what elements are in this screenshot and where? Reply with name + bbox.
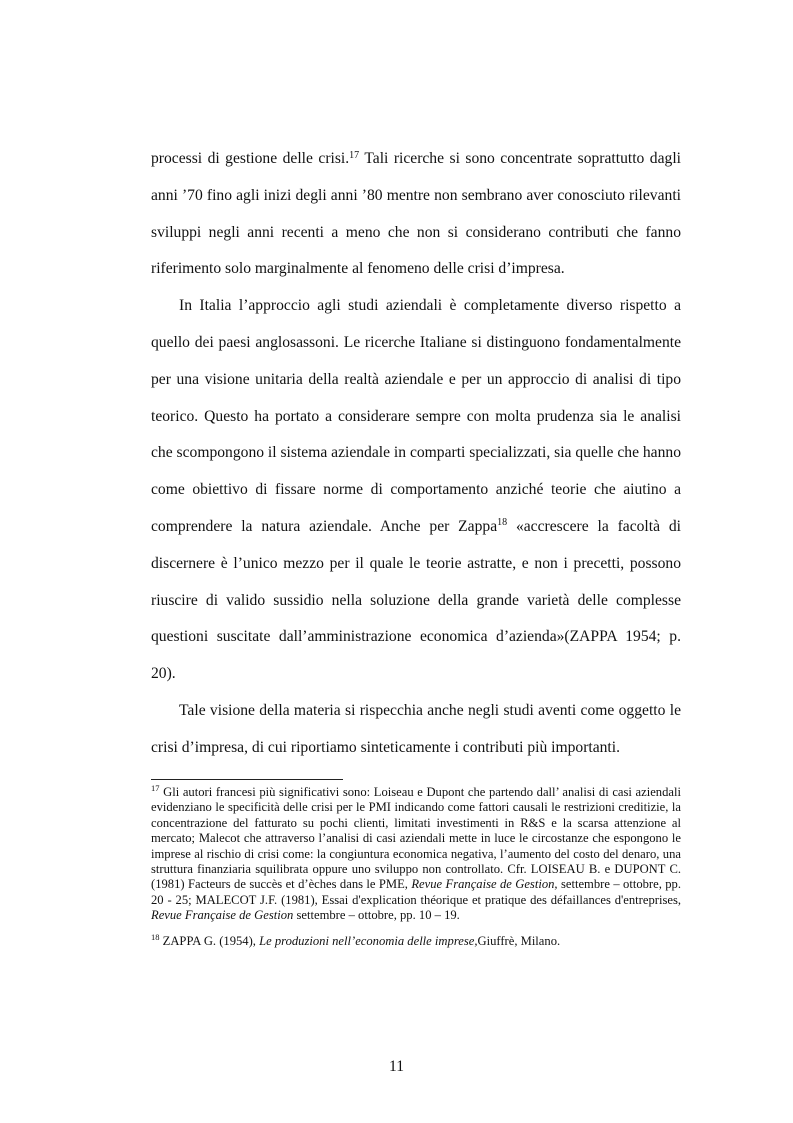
footnote-18-text-b: Giuffrè, Milano. <box>477 933 561 948</box>
paragraph-2-text-a: In Italia l’approccio agli studi aziendali è completamente diverso rispetto a quello dei paesi anglosassoni. Le ricerche Italiane si distinguono fondamentalmente per una visione unitaria della realtà aziendale e per un approccio di analisi di tipo teorico. Questo ha portato a considerare sempre con molta prudenza sia le analisi che scompongono il sistema aziendale in comparti specializzati, sia quelle che hanno come obiettivo di fissare norme di comportamento anziché teorie che aiutino a comprendere la natura aziendale. Anche per Zappa <box>151 297 681 535</box>
footnote-18-number: 18 <box>151 931 160 942</box>
footnote-17-text-c: settembre – ottobre, pp. 10 – 19. <box>293 908 460 923</box>
footnote-17-text-b: settembre – ottobre, pp. 20 - 25; MALECOT J.F. (1981), Essai d'explication théorique et pratique des défaillances d'entreprises, <box>151 877 681 907</box>
footnote-18-title: Le produzioni nell’economia delle imprese, <box>259 933 478 948</box>
paragraph-3: Tale visione della materia si rispecchia anche negli studi aventi come oggetto le crisi d’impresa, di cui riportiamo sinteticamente i contributi più importanti. <box>151 701 681 756</box>
footnote-18 <box>151 931 681 949</box>
paragraph-1 <box>151 141 681 288</box>
footnote-17 <box>151 785 681 924</box>
page-number: 11 <box>388 1058 404 1075</box>
body-text <box>151 141 681 767</box>
footnote-separator <box>151 779 343 780</box>
paragraph-1-text-b: Tali ricerche si sono concentrate soprattutto dagli anni ’70 fino agli inizi degli anni ’80 mentre non sembrano aver conosciuto rilevanti sviluppi negli anni recenti a meno che non si considerano contributi che fanno riferimento solo marginalmente al fenomeno delle crisi d’impresa. <box>151 150 681 278</box>
footnote-17-number: 17 <box>151 783 160 794</box>
paragraph-2-text-b: «accrescere la facoltà di discernere è l’unico mezzo per il quale le teorie astratte, e non i precetti, possono riuscire di valido sussidio nella soluzione della grande varietà delle complesse questioni suscitate dall’amministrazione economica d’azienda»(ZAPPA 1954; p. 20). <box>151 517 681 683</box>
paragraph-2 <box>151 288 681 693</box>
footnote-ref-17[interactable]: 17 <box>349 149 360 161</box>
footnote-17-journal-a: Revue Française de Gestion, <box>411 877 558 892</box>
footnote-17-journal-b: Revue Française de Gestion <box>151 908 294 923</box>
footnote-ref-18[interactable]: 18 <box>497 517 508 529</box>
footnote-17-text-a: Gli autori francesi più significativi sono: Loiseau e Dupont che partendo dall’ analisi di casi aziendali evidenziano le specificità delle crisi per le PMI indicando come fattori causali le restrizioni creditizie, la concentrazione del fatturato su pochi clienti, limitati investimenti in R&S e la scarsa attenzione al mercato; Malecot che attraverso l’analisi di casi aziendali mette in luce le circostanze che espongono le imprese al rischio di crisi come: la congiuntura economica negativa, l’aumento del costo del denaro, una struttura finanziaria squilibrata oppure uno sviluppo non controllato. Cfr. LOISEAU B. e DUPONT C. (1981) Facteurs de succès et d’èches dans le PME, <box>151 785 681 892</box>
footnote-18-text-a: ZAPPA G. (1954), <box>159 933 260 948</box>
footnotes <box>151 785 681 949</box>
paragraph-1-text-a: processi di gestione delle crisi. <box>151 150 350 167</box>
